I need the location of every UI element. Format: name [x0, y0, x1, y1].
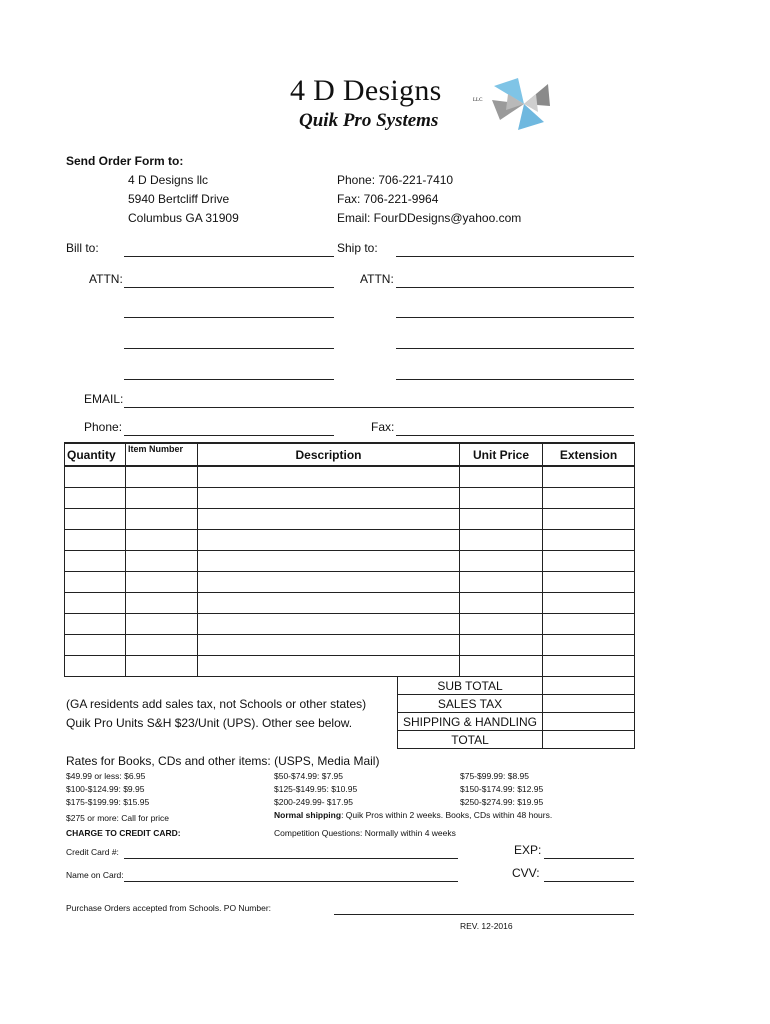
- rate-item: $250-$274.99: $19.95: [460, 797, 544, 807]
- fax-line[interactable]: [396, 435, 634, 436]
- rate-over-275: $275 or more: Call for price: [66, 813, 169, 823]
- table-row: [65, 551, 635, 572]
- bill-address-line-1[interactable]: [124, 317, 334, 318]
- subtotal-value[interactable]: [543, 677, 635, 695]
- extension-cell[interactable]: [543, 635, 635, 656]
- rate-item: $175-$199.99: $15.95: [66, 797, 150, 807]
- quantity-cell[interactable]: [65, 551, 126, 572]
- normal-shipping-text: : Quik Pros within 2 weeks. Books, CDs within 48 hours.: [341, 810, 553, 820]
- shipping-label: SHIPPING & HANDLING: [398, 713, 543, 731]
- shipping-value[interactable]: [543, 713, 635, 731]
- total-row: [398, 731, 635, 749]
- table-row: [65, 593, 635, 614]
- rate-item: $100-$124.99: $9.95: [66, 784, 145, 794]
- extension-cell[interactable]: [543, 593, 635, 614]
- normal-shipping-note: [274, 810, 552, 820]
- send-phone: Phone: 706-221-7410: [337, 173, 454, 187]
- unit-price-cell[interactable]: [460, 614, 543, 635]
- total-label: TOTAL: [398, 731, 543, 749]
- rate-item: $75-$99.99: $8.95: [460, 771, 530, 781]
- attn-right-label: ATTN:: [360, 272, 394, 286]
- table-row: [65, 488, 635, 509]
- quantity-cell[interactable]: [65, 635, 126, 656]
- item-number-header: Item Number: [126, 443, 198, 466]
- total-value[interactable]: [543, 731, 635, 749]
- fax-label: Fax:: [371, 420, 395, 434]
- unit-price-cell[interactable]: [460, 530, 543, 551]
- description-cell[interactable]: [198, 466, 460, 488]
- description-cell[interactable]: [198, 635, 460, 656]
- quantity-cell[interactable]: [65, 656, 126, 677]
- rate-item: $125-$149.95: $10.95: [274, 784, 358, 794]
- extension-cell[interactable]: [543, 488, 635, 509]
- unit-price-cell[interactable]: [460, 635, 543, 656]
- cvv-line[interactable]: [544, 881, 634, 882]
- table-row: [65, 466, 635, 488]
- bill-attn-line[interactable]: [124, 287, 334, 288]
- item-number-cell[interactable]: [126, 509, 198, 530]
- sales-tax-row: [398, 695, 635, 713]
- quantity-cell[interactable]: [65, 530, 126, 551]
- unit-price-cell[interactable]: [460, 572, 543, 593]
- ship-to-line-1[interactable]: [396, 256, 634, 257]
- phone-label: Phone:: [84, 420, 123, 434]
- rate-item: $150-$174.99: $12.95: [460, 784, 544, 794]
- table-row: [65, 656, 635, 677]
- item-number-cell[interactable]: [126, 551, 198, 572]
- subtotal-row: [398, 677, 635, 695]
- phone-line[interactable]: [124, 435, 334, 436]
- extension-cell[interactable]: [543, 530, 635, 551]
- item-number-cell[interactable]: [126, 656, 198, 677]
- table-row: [65, 614, 635, 635]
- table-row: [65, 509, 635, 530]
- item-number-cell[interactable]: [126, 635, 198, 656]
- table-row: [65, 572, 635, 593]
- extension-cell[interactable]: [543, 572, 635, 593]
- rate-item: $49.99 or less: $6.95: [66, 771, 146, 781]
- bill-address-line-2[interactable]: [124, 348, 334, 349]
- description-cell[interactable]: [198, 551, 460, 572]
- quantity-cell[interactable]: [65, 572, 126, 593]
- item-number-cell[interactable]: [126, 488, 198, 509]
- extension-cell[interactable]: [543, 551, 635, 572]
- rates-column-1: [66, 770, 149, 809]
- table-row: [65, 530, 635, 551]
- send-order-heading: Send Order Form to:: [66, 154, 184, 168]
- quantity-cell[interactable]: [65, 466, 126, 488]
- unit-price-cell[interactable]: [460, 509, 543, 530]
- description-cell[interactable]: [198, 656, 460, 677]
- description-cell[interactable]: [198, 593, 460, 614]
- send-company: 4 D Designs llc: [128, 173, 209, 187]
- send-fax: Fax: 706-221-9964: [337, 192, 439, 206]
- po-number-line[interactable]: [334, 914, 634, 915]
- quantity-cell[interactable]: [65, 509, 126, 530]
- sales-tax-value[interactable]: [543, 695, 635, 713]
- name-on-card-line[interactable]: [124, 881, 458, 882]
- table-row: [65, 635, 635, 656]
- quantity-header: Quantity: [65, 443, 126, 466]
- ship-address-line-3[interactable]: [396, 379, 634, 380]
- sales-tax-label: SALES TAX: [398, 695, 543, 713]
- ship-attn-line[interactable]: [396, 287, 634, 288]
- unit-price-header: Unit Price: [460, 443, 543, 466]
- item-number-cell[interactable]: [126, 466, 198, 488]
- normal-shipping-label: Normal shipping: [274, 810, 342, 820]
- rate-item: $50-$74.99: $7.95: [274, 771, 344, 781]
- shipping-row: [398, 713, 635, 731]
- company-logo-title: 4 D Designs: [290, 74, 442, 107]
- send-city: Columbus GA 31909: [128, 211, 239, 225]
- description-cell[interactable]: [198, 572, 460, 593]
- extension-cell[interactable]: [543, 614, 635, 635]
- extension-cell[interactable]: [543, 656, 635, 677]
- extension-header: Extension: [543, 443, 635, 466]
- rates-column-2: [274, 770, 357, 809]
- credit-card-number-line[interactable]: [124, 858, 458, 859]
- quantity-cell[interactable]: [65, 614, 126, 635]
- item-number-cell[interactable]: [126, 530, 198, 551]
- attn-left-label: ATTN:: [89, 272, 123, 286]
- description-cell[interactable]: [198, 530, 460, 551]
- email-line[interactable]: [124, 407, 634, 408]
- extension-cell[interactable]: [543, 509, 635, 530]
- quantity-cell[interactable]: [65, 593, 126, 614]
- send-email: Email: FourDDesigns@yahoo.com: [337, 211, 522, 225]
- sales-tax-note: (GA residents add sales tax, not Schools or other states): [66, 697, 367, 711]
- email-label: EMAIL:: [84, 392, 124, 406]
- exp-line[interactable]: [544, 858, 634, 859]
- order-items-table: [64, 442, 635, 677]
- pinwheel-logo-icon: [488, 76, 554, 132]
- rates-column-3: [460, 770, 543, 809]
- rate-item: $200-249.99- $17.95: [274, 797, 353, 807]
- company-logo-subtitle: Quik Pro Systems: [299, 110, 439, 131]
- ship-address-line-2[interactable]: [396, 348, 634, 349]
- table-header-row: [65, 443, 635, 466]
- bill-to-label: Bill to:: [66, 241, 99, 255]
- unit-price-cell[interactable]: [460, 488, 543, 509]
- quantity-cell[interactable]: [65, 488, 126, 509]
- totals-table: [397, 676, 635, 749]
- item-number-cell[interactable]: [126, 593, 198, 614]
- description-header: Description: [198, 443, 460, 466]
- llc-mark: LLC: [473, 98, 483, 103]
- po-label: Purchase Orders accepted from Schools. PO Number:: [66, 903, 272, 913]
- unit-price-cell[interactable]: [460, 656, 543, 677]
- ship-to-label: Ship to:: [337, 241, 378, 255]
- cvv-label: CVV:: [512, 866, 540, 880]
- competition-note: Competition Questions: Normally within 4 weeks: [274, 828, 456, 838]
- ship-address-line-1[interactable]: [396, 317, 634, 318]
- description-cell[interactable]: [198, 614, 460, 635]
- exp-label: EXP:: [514, 843, 542, 857]
- item-number-cell[interactable]: [126, 572, 198, 593]
- charge-credit-card-heading: CHARGE TO CREDIT CARD:: [66, 828, 181, 838]
- unit-price-cell[interactable]: [460, 551, 543, 572]
- send-street: 5940 Bertcliff Drive: [128, 192, 230, 206]
- rates-heading: Rates for Books, CDs and other items: (USPS, Media Mail): [66, 754, 380, 768]
- subtotal-label: SUB TOTAL: [398, 677, 543, 695]
- bill-address-line-3[interactable]: [124, 379, 334, 380]
- revision-label: REV. 12-2016: [460, 921, 513, 931]
- name-on-card-label: Name on Card:: [66, 870, 124, 880]
- credit-card-number-label: Credit Card #:: [66, 847, 119, 857]
- description-cell[interactable]: [198, 509, 460, 530]
- description-cell[interactable]: [198, 488, 460, 509]
- extension-cell[interactable]: [543, 466, 635, 488]
- unit-price-cell[interactable]: [460, 593, 543, 614]
- item-number-cell[interactable]: [126, 614, 198, 635]
- bill-to-line-1[interactable]: [124, 256, 334, 257]
- shipping-note: Quik Pro Units S&H $23/Unit (UPS). Other see below.: [66, 716, 353, 730]
- unit-price-cell[interactable]: [460, 466, 543, 488]
